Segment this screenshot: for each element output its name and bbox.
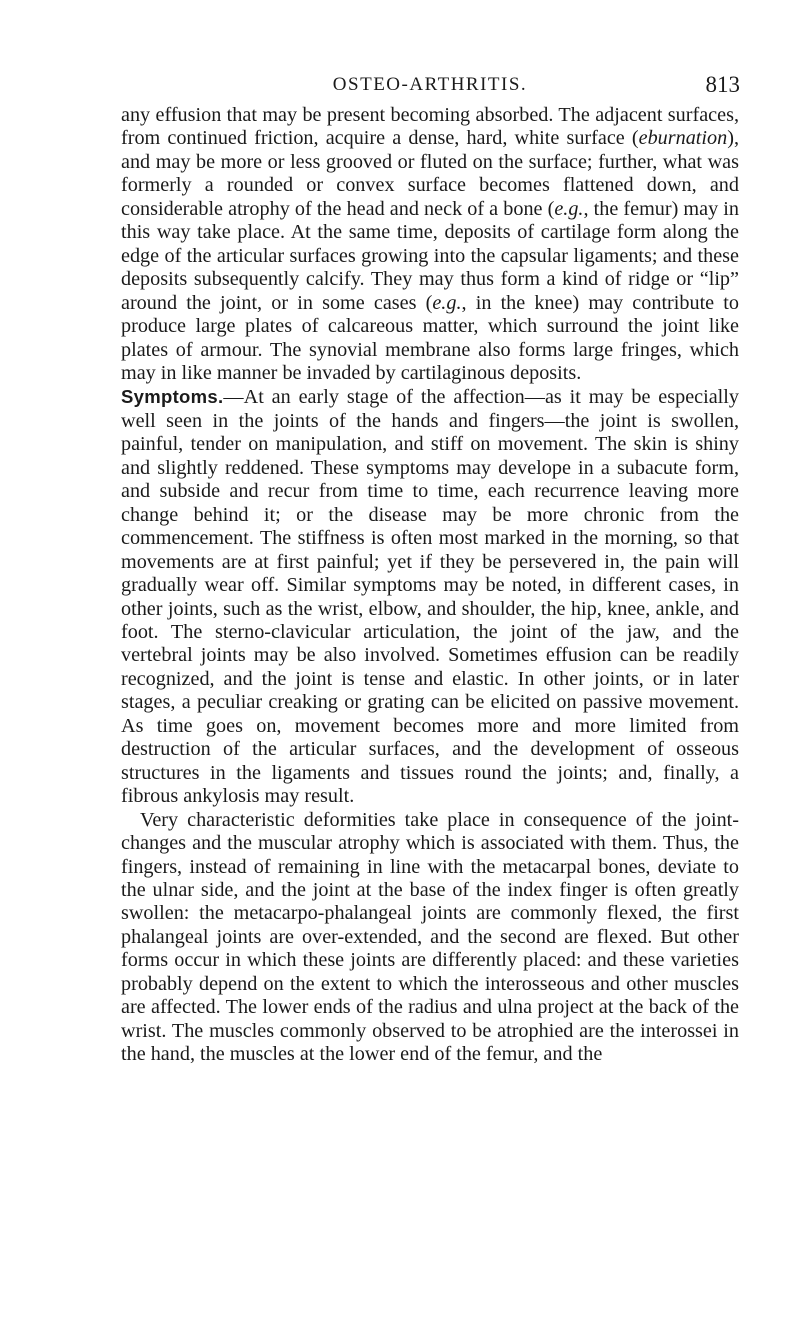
paragraph-deformities [121, 809, 739, 1067]
text-segment: , in the knee) may contribute to produce large plates of calcareous matter, which surround the joint like plates of armour. The synovial membrane also forms large fringes, which may in like manner be invaded by cartilaginous deposits. [121, 291, 739, 384]
section-heading-symptoms: Symptoms. [121, 386, 224, 408]
paragraph-symptoms [121, 385, 739, 808]
italic-abbrev: e.g. [554, 197, 584, 220]
text-segment: ), and may be more or less grooved or fluted on the surface; further, what was formerly a rounded or convex surface becomes flattened down, and considerable atrophy of the head and neck of a bone ( [121, 127, 739, 220]
text-segment: any effusion that may be present becoming absorbed. The adjacent surfaces, from continued friction, acquire a dense, hard, white surface ( [121, 104, 739, 150]
italic-term: eburnation [638, 127, 728, 150]
body-text [121, 104, 739, 1067]
running-title: OSTEO-ARTHRITIS. [332, 74, 528, 95]
italic-abbrev: e.g. [432, 291, 462, 314]
paragraph-continued [121, 104, 739, 385]
text-segment: —At an early stage of the affection—as it may be especially well seen in the joints of the hands and fingers—the joint is swollen, painful, tender on manipulation, and stiff on movement. The skin is shiny and slightly reddened. These symptoms may develope in a subacute form, and subside and recur from time to time, each recurrence leaving more change behind it; or the disease may be more chronic from the commencement. The stiffness is often most marked in the morning, so that movements are at first painful; yet if they be persevered in, the pain will gradually wear off. Similar symptoms may be noted, in different cases, in other joints, such as the wrist, elbow, and shoulder, the hip, knee, ankle, and foot. The sterno-clavicular articulation, the joint of the jaw, and the vertebral joints may be also involved. Sometimes effusion can be readily recognized, and the joint is tense and elastic. In other joints, or in later stages, a peculiar creaking or grating can be elicited on passive movement. As time goes on, movement becomes more and more limited from destruction of the articular surfaces, and the development of osseous structures in the ligaments and tissues round the joints; and, finally, a fibrous ankylosis may result. [121, 386, 739, 808]
text-segment: , the femur) may in this way take place. At the same time, deposits of cartilage form along the edge of the articular surfaces growing into the capsular ligaments; and these deposits subsequently calcify. They may thus form a kind of ridge or “lip” around the joint, or in some cases ( [121, 197, 740, 314]
running-head [120, 72, 740, 102]
page-number: 813 [705, 72, 740, 97]
text-segment: Very characteristic deformities take place in consequence of the joint-changes and the muscular atrophy which is associated with them. Thus, the fingers, instead of remaining in line with the metacarpal bones, deviate to the ulnar side, and the joint at the base of the index finger is often greatly swollen: the metacarpo-phalangeal joints are commonly flexed, the first phalangeal joints are over-extended, and the second are flexed. But other forms occur in which these joints are differently placed: and these varieties probably depend on the extent to which the interosseous and other muscles are affected. The lower ends of the radius and ulna project at the back of the wrist. The muscles commonly observed to be atrophied are the interossei in the hand, the muscles at the lower end of the femur, and the [121, 808, 739, 1066]
